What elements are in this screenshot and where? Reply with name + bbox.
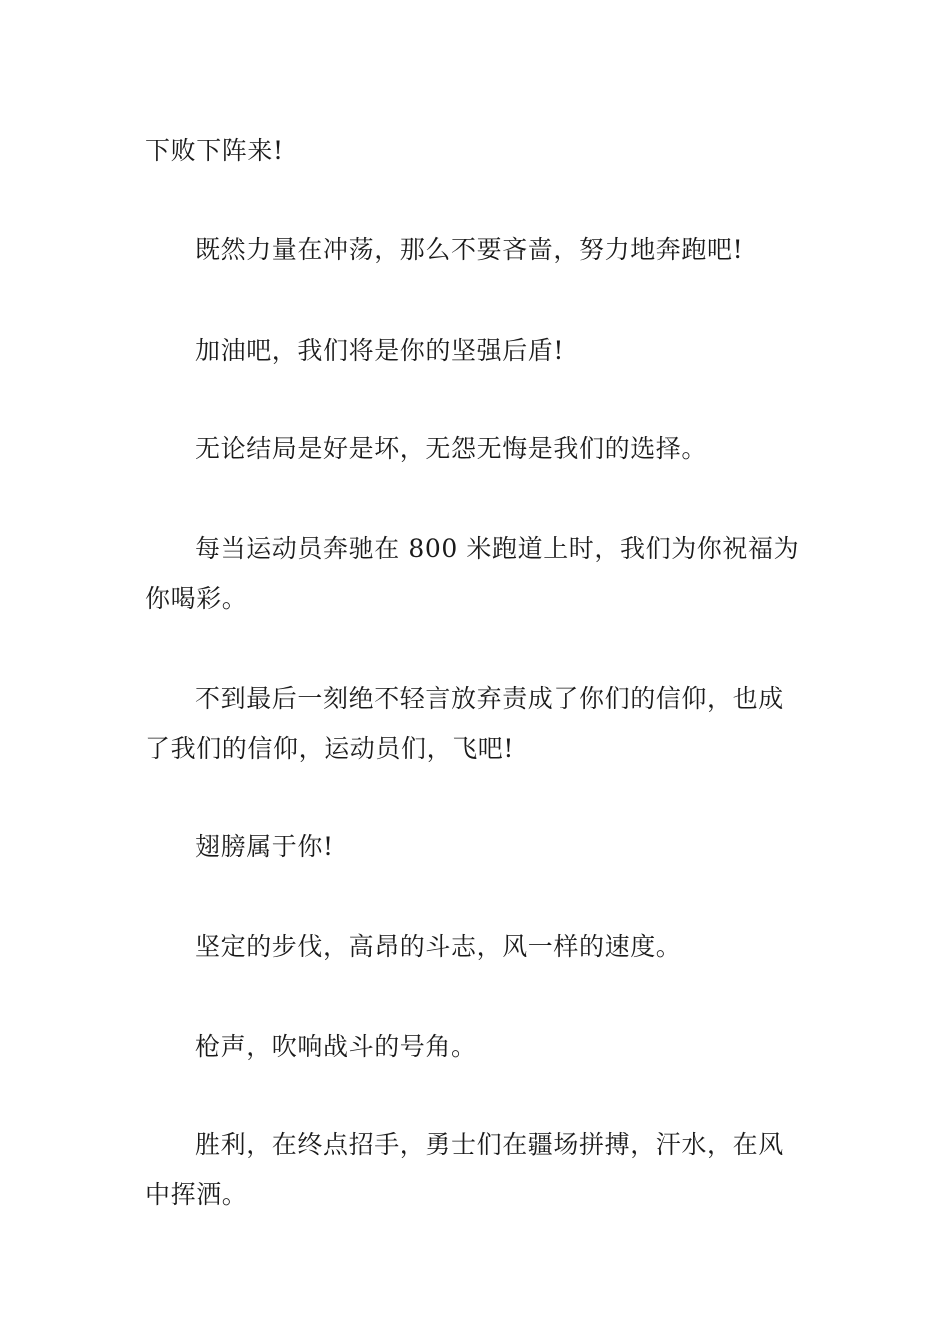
paragraph: 无论结局是好是坏，无怨无悔是我们的选择。	[195, 434, 708, 463]
paragraph: 枪声，吹响战斗的号角。	[195, 1032, 477, 1061]
paragraph: 坚定的步伐，高昂的斗志，风一样的速度。	[195, 932, 682, 961]
paragraph: 加油吧，我们将是你的坚强后盾!	[195, 336, 565, 365]
paragraph: 不到最后一刻绝不轻言放弃责成了你们的信仰，也成了我们的信仰，运动员们，飞吧!	[145, 684, 784, 763]
paragraph: 每当运动员奔驰在 800 米跑道上时，我们为你祝福为你喝彩。	[145, 534, 800, 613]
paragraph: 既然力量在冲荡，那么不要吝啬，努力地奔跑吧!	[195, 235, 744, 264]
paragraph: 胜利，在终点招手，勇士们在疆场拼搏，汗水，在风中挥洒。	[145, 1130, 784, 1209]
paragraph: 翅膀属于你!	[195, 832, 334, 861]
paragraph-continuation: 下败下阵来!	[145, 136, 284, 165]
